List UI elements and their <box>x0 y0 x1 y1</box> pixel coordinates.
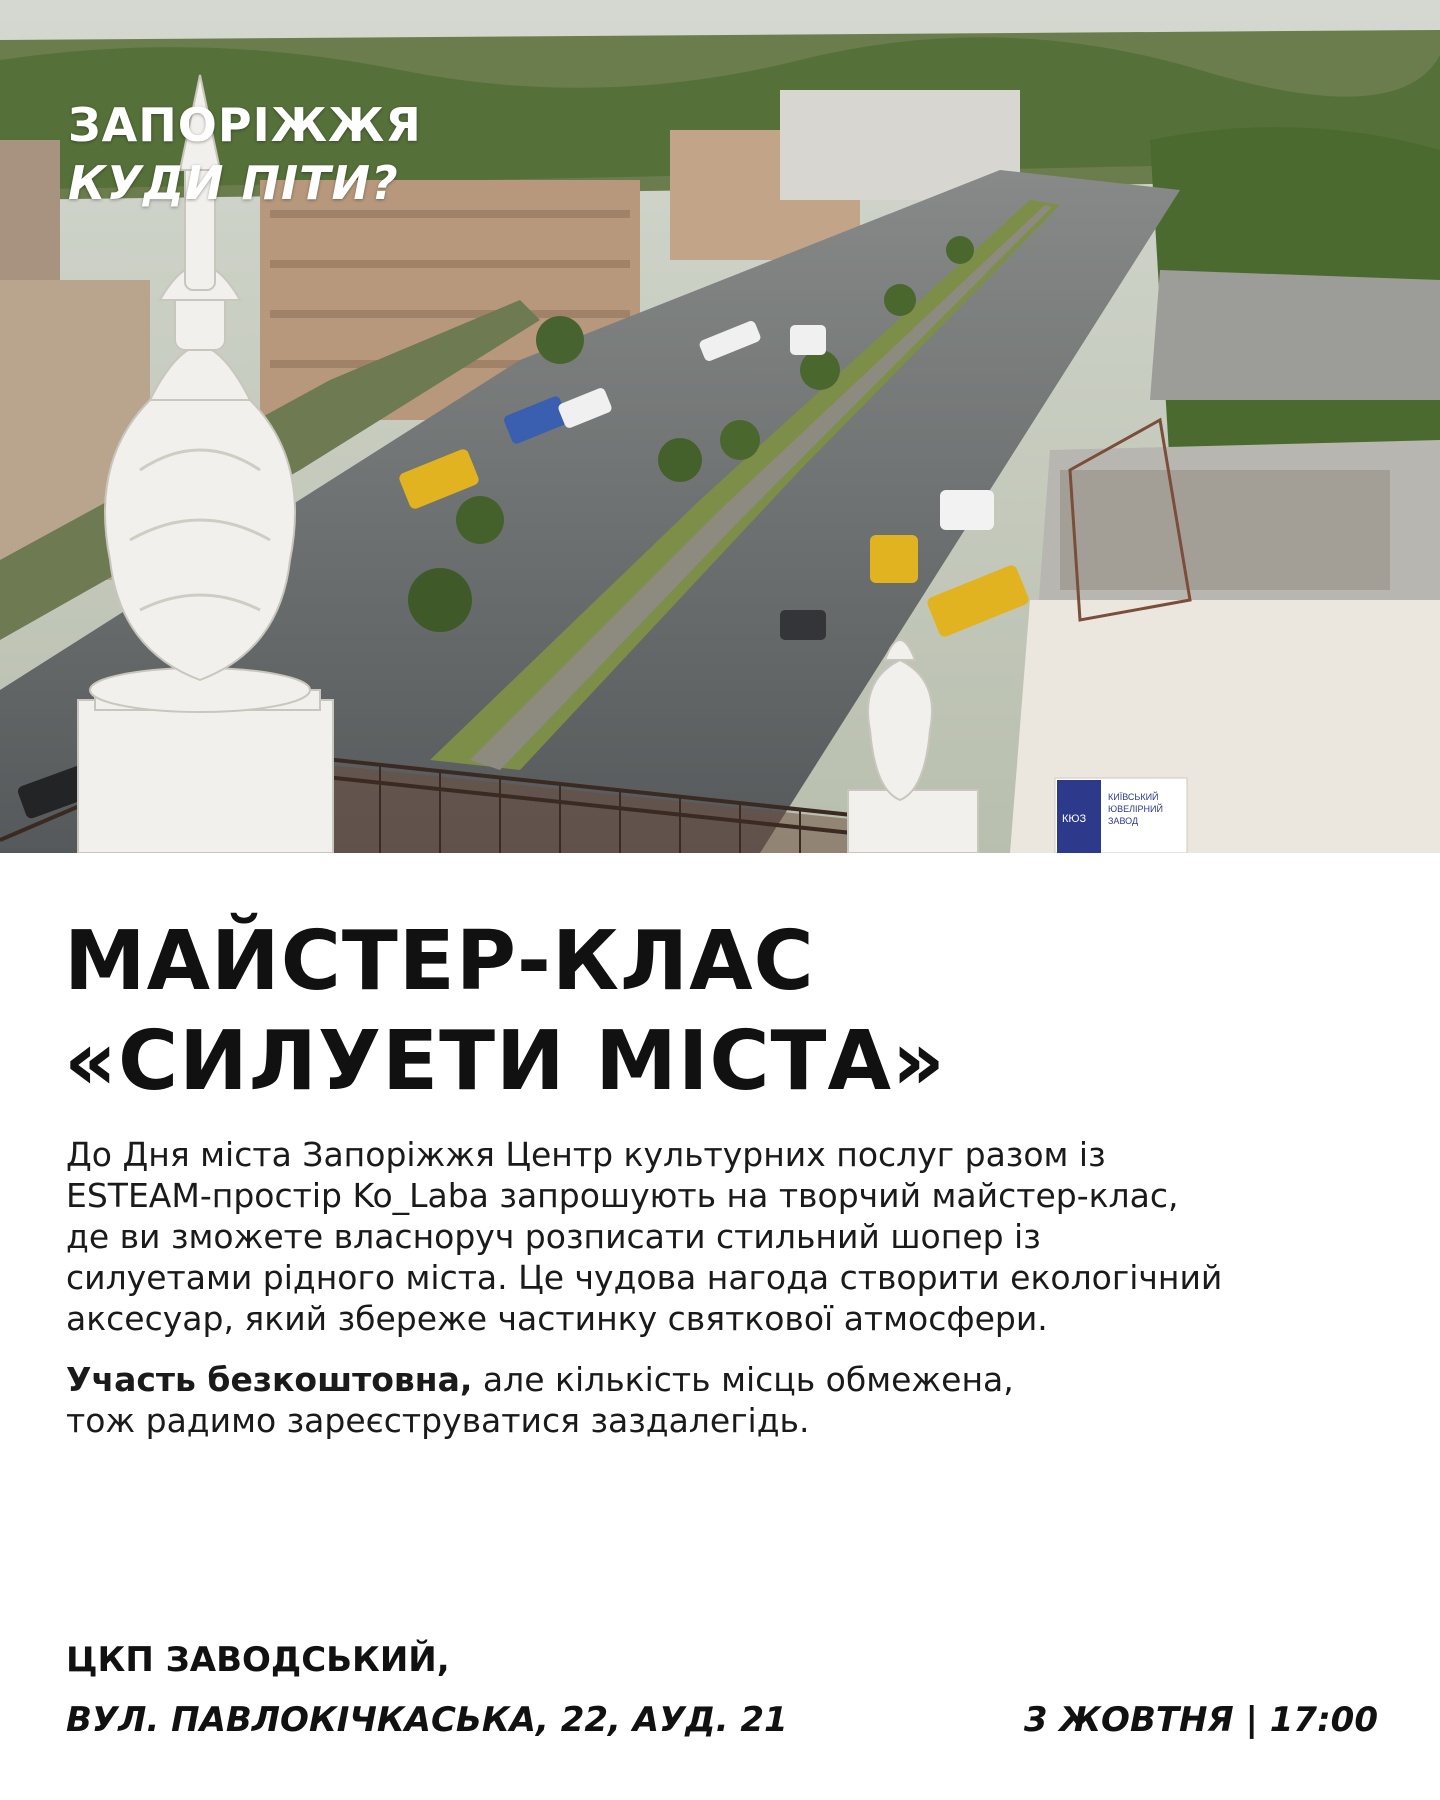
description-line-1: До Дня міста Запоріжжя Центр культурних послуг разом із <box>66 1135 1106 1174</box>
free-participation-bold: Участь безкоштовна, <box>66 1360 473 1399</box>
kicker-heading <box>68 96 422 212</box>
billboard-line-3: ЗАВОД <box>1108 816 1139 826</box>
billboard-line-1: КИЇВСЬКИЙ <box>1108 792 1159 802</box>
participation-line-1 <box>66 1359 1366 1400</box>
event-title <box>64 912 1364 1112</box>
event-description <box>66 1134 1366 1441</box>
venue-address: ВУЛ. ПАВЛОКІЧКАСЬКА, 22, АУД. 21 <box>66 1700 788 1740</box>
venue-block <box>66 1630 788 1750</box>
kicker-where-to-go: КУДИ ПІТИ? <box>68 156 399 210</box>
event-datetime: 3 ЖОВТНЯ | 17:00 <box>1023 1700 1378 1740</box>
title-line-2: «СИЛУЕТИ МІСТА» <box>64 1014 946 1109</box>
venue-name: ЦКП ЗАВОДСЬКИЙ, <box>66 1640 450 1680</box>
description-line-3: де ви зможете власноруч розписати стильний шопер із <box>66 1217 1041 1256</box>
participation-line-2: тож радимо зареєструватися заздалегідь. <box>66 1401 810 1440</box>
description-line-2: ESTEAM-простір Ko_Laba запрошують на творчий майстер-клас, <box>66 1176 1179 1215</box>
hero-photo <box>0 0 1440 853</box>
billboard-logo: КЮЗ <box>1062 813 1087 825</box>
limited-places-text: але кількість місць обмежена, <box>472 1360 1014 1399</box>
title-line-1: МАЙСТЕР-КЛАС <box>64 914 815 1009</box>
billboard-line-2: ЮВЕЛІРНИЙ <box>1108 804 1163 814</box>
description-line-5: аксесуар, який збереже частинку святкової атмосфери. <box>66 1299 1048 1338</box>
description-paragraph <box>66 1134 1366 1339</box>
participation-note <box>66 1359 1366 1441</box>
description-line-4: силуетами рідного міста. Це чудова нагода створити екологічний <box>66 1258 1223 1297</box>
kicker-city: ЗАПОРІЖЖЯ <box>68 98 422 152</box>
